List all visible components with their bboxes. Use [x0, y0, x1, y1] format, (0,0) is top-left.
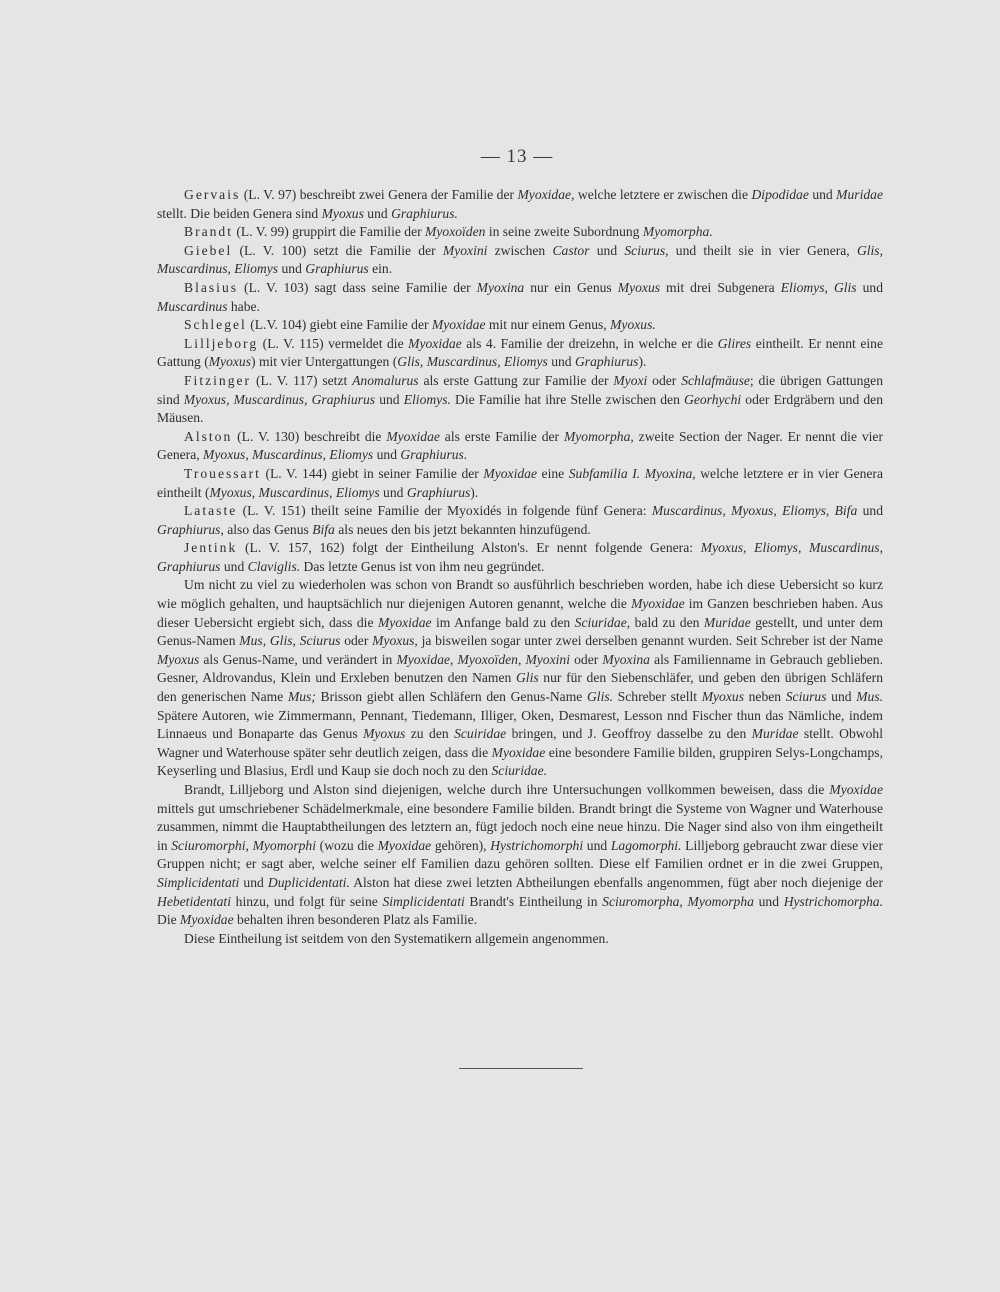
paragraph: [157, 372, 883, 428]
author-name: Lataste: [184, 503, 238, 519]
text-run: Schreber stellt: [613, 689, 702, 705]
italic-text: Mus.: [856, 689, 884, 705]
italic-text: Claviglis.: [247, 558, 301, 574]
text-run: , welche letztere er zwischen die: [571, 187, 752, 202]
italic-text: Myoxus.: [610, 317, 656, 333]
text-run: oder: [570, 651, 603, 667]
text-run: nur für den Siebenschläfer, und geben den übrigen Schläfern den generischen Name: [157, 670, 883, 705]
text-run: stellt. Obwohl Wagner und Waterhouse später sehr deutlich zeigen, dass die: [157, 726, 883, 760]
text-run: als Genus-Name, und verändert in: [199, 651, 397, 667]
text-run: (L. V. 100) setzt die Familie der: [232, 242, 443, 258]
paragraph: [157, 781, 883, 930]
text-run: Die Familie hat ihre Stelle zwischen den: [450, 391, 685, 407]
text-run: , zweite Section der Nager. Er nennt die vier Genera,: [157, 428, 883, 463]
italic-text: Glis: [515, 670, 539, 686]
paragraph: [157, 279, 883, 316]
italic-text: Sciurus: [785, 689, 827, 705]
italic-text: Myoxidae, Myoxoïden, Myoxini: [396, 651, 570, 667]
italic-text: Myoxus, Muscardinus, Graphiurus: [183, 391, 376, 407]
italic-text: Myoxoïden: [425, 224, 486, 240]
italic-text: Simplicidentati: [157, 874, 240, 890]
italic-text: Schlafmäuse: [681, 372, 750, 388]
text-run: neben: [743, 689, 786, 705]
text-run: als erste Familie der: [439, 428, 564, 444]
italic-text: Hebetidentati: [157, 893, 231, 909]
text-run: und: [220, 558, 248, 574]
text-run: (L. V. 97) beschreibt zwei Genera der Familie der: [240, 187, 518, 202]
text-run: (L. V. 103) sagt dass seine Familie der: [238, 279, 477, 295]
text-run: und: [363, 205, 392, 221]
italic-text: Myoxina: [476, 279, 525, 295]
italic-text: Simplicidentati: [382, 893, 465, 909]
italic-text: Muscardinus, Myoxus, Eliomys, Bifa: [651, 503, 858, 519]
text-run: zu den: [405, 726, 455, 742]
italic-text: Myoxini: [442, 242, 488, 258]
text-run: ; die übrigen Gattungen sind: [157, 372, 883, 407]
paragraph: [157, 223, 883, 242]
italic-text: Myoxus: [363, 726, 406, 742]
italic-text: Myoxus: [372, 633, 415, 649]
author-name: Fitzinger: [184, 372, 252, 388]
italic-text: Georhychi: [684, 391, 742, 407]
text-run: behalten ihren besonderen Platz als Familie.: [233, 912, 478, 928]
italic-text: Bifa: [312, 521, 335, 537]
italic-text: Graphiurus.: [400, 447, 468, 463]
text-run: als neues den bis jetzt bekannten hinzufügend.: [334, 521, 591, 537]
paragraph: [157, 242, 883, 279]
italic-text: Myoxus, Muscardinus, Eliomys: [203, 447, 374, 463]
text-run: Brisson giebt allen Schläfern den Genus-Name: [315, 689, 587, 705]
text-run: hinzu, und folgt für seine: [231, 893, 383, 909]
text-run: (L.V. 104) giebt eine Familie der: [246, 317, 432, 333]
italic-text: Castor: [552, 242, 590, 258]
text-run: Spätere Autoren, wie Zimmermann, Pennant, Tiedemann, Illiger, Oken, Desmarest, Lesson nnd Fischer thun das Nämliche, indem Linnaeus und Bonaparte das Genus: [157, 707, 883, 742]
italic-text: Lagomorphi.: [610, 837, 682, 853]
italic-text: Eliomys, Glis: [780, 279, 857, 295]
italic-text: Dipodidae: [751, 187, 809, 202]
paragraph: [157, 186, 883, 223]
paragraph: [157, 930, 883, 949]
text-run: , welche letztere er in vier Genera eintheilt (: [157, 465, 883, 500]
text-run: gestellt, und unter dem Genus-Namen: [157, 614, 883, 649]
paragraph: [157, 316, 883, 335]
text-run: und: [375, 391, 404, 407]
text-run: stellt. Die beiden Genera sind: [157, 205, 322, 221]
paragraph: [157, 465, 883, 502]
italic-text: Eliomys.: [403, 391, 451, 407]
italic-text: Scuiridae: [454, 726, 507, 742]
text-run: mit nur einem Genus,: [485, 317, 611, 333]
italic-text: Myoxus: [701, 689, 744, 705]
italic-text: Myoxidae: [386, 428, 440, 444]
italic-text: Myoxidae: [829, 782, 883, 797]
italic-text: Muridae: [703, 614, 751, 630]
italic-text: Myoxus: [617, 279, 661, 295]
text-run: habe.: [227, 298, 260, 314]
italic-text: Mus, Glis, Sciurus: [239, 633, 341, 649]
italic-text: Duplicidentati.: [267, 874, 350, 890]
text-run: , also das Genus: [220, 521, 313, 537]
italic-text: Hystrichomorpha.: [783, 893, 883, 909]
text-run: mittels gut umschriebener Schädelmerkmale, eine besondere Familie bilden. Brandt bringt die Systeme von Wagner und Waterhouse zusammen, nimmt die Hauptabtheilungen des letztern an, fügt jedoch noch eine neue hinzu. Die Nager sind also von ihm eingetheilt in: [157, 800, 883, 853]
paragraph: [157, 576, 883, 781]
author-name: Giebel: [184, 242, 233, 258]
text-run: ein.: [368, 261, 393, 277]
italic-text: Myoxidae: [631, 596, 685, 612]
text-run: Alston hat diese zwei letzten Abtheilungen ebenfalls angenommen, fügt aber noch diejenige der: [349, 874, 883, 890]
author-name: Brandt: [184, 224, 233, 240]
italic-text: Graphiurus.: [391, 205, 458, 221]
text-run: oder: [647, 372, 682, 388]
italic-text: Myoxidae: [377, 614, 432, 630]
text-run: Die: [157, 912, 181, 928]
italic-text: Sciuromorpha, Myomorpha: [602, 893, 754, 909]
text-run: eintheilt. Er nennt eine Gattung (: [157, 335, 883, 370]
italic-text: Myoxidae: [431, 317, 486, 333]
paragraph: [157, 335, 883, 372]
text-run: Lilljeborg gebraucht zwar diese vier Gruppen nicht; er sagt aber, welche seiner elf Familien dazu gehören sollten. Diese elf Familien ordnet er in die zwei Gruppen,: [157, 837, 883, 872]
text-run: Brandt, Lilljeborg und Alston sind diejenigen, welche durch ihre Untersuchungen vollkommen beweisen, dass die: [184, 782, 830, 797]
italic-text: Glis, Muscardinus, Eliomys: [397, 354, 548, 370]
italic-text: Myoxus, Muscardinus, Eliomys: [209, 484, 380, 500]
text-run: (L. V. 99) gruppirt die Familie der: [233, 224, 426, 240]
italic-text: Myoxidae: [180, 912, 234, 928]
italic-text: Myoxidae: [517, 187, 572, 202]
author-name: Blasius: [184, 279, 239, 295]
page-number: — 13 —: [480, 146, 554, 167]
text-run: , und theilt sie in vier Genera,: [665, 242, 857, 258]
text-run: (L. V. 130) beschreibt die: [232, 428, 387, 444]
end-rule: [459, 1068, 583, 1069]
italic-text: Graphiurus: [574, 354, 639, 370]
body-text: [157, 186, 883, 948]
text-run: (wozu die: [316, 837, 378, 853]
italic-text: Muridae: [751, 726, 799, 742]
italic-text: Myoxus, Eliomys, Muscardinus, Graphiurus: [157, 540, 883, 574]
text-run: (L. V. 117) setzt: [251, 372, 353, 388]
italic-text: Graphiurus: [305, 261, 369, 277]
text-run: als 4. Familie der dreizehn, in welche er die: [461, 335, 718, 351]
paragraph: [157, 428, 883, 465]
italic-text: Mus;: [287, 689, 316, 705]
text-run: und: [808, 187, 837, 202]
italic-text: Myoxidae: [408, 335, 462, 351]
text-run: ).: [638, 354, 647, 370]
text-run: Das letzte Genus ist von ihm neu gegründet.: [300, 558, 545, 574]
italic-text: Myoxina: [602, 651, 650, 667]
author-name: Alston: [184, 428, 233, 444]
paragraph: [157, 539, 883, 576]
text-run: oder: [340, 633, 373, 649]
text-run: und: [278, 261, 306, 277]
text-run: eine besondere Familie bilden, gruppiren Selys-Longchamps, Keyserling und Blasius, Erdl und Kaup sie doch noch zu den: [157, 744, 883, 779]
text-run: gehören),: [431, 837, 491, 853]
italic-text: Myoxus: [157, 651, 200, 667]
text-run: bringen, und J. Geoffroy dasselbe zu den: [506, 726, 752, 742]
italic-text: Myomorpha.: [642, 224, 713, 240]
text-run: zwischen: [487, 242, 553, 258]
italic-text: Sciuridae: [574, 614, 627, 630]
text-run: (L. V. 157, 162) folgt der Eintheilung Alston's. Er nennt folgende Genera:: [237, 540, 701, 556]
italic-text: Sciuromorphi, Myomorphi: [171, 837, 317, 853]
italic-text: Myoxus: [321, 205, 364, 221]
italic-text: Myoxidae: [483, 465, 537, 481]
text-run: ) mit vier Untergattungen (: [251, 354, 398, 370]
italic-text: Myoxidae: [491, 744, 546, 760]
text-run: oder Erdgräbern und den Mäusen.: [157, 391, 883, 426]
text-run: mit drei Subgenera: [660, 279, 781, 295]
italic-text: Sciuridae.: [491, 763, 547, 779]
text-run: im Anfange bald zu den: [431, 614, 575, 630]
italic-text: Myoxi: [613, 372, 648, 388]
text-run: in seine zweite Subordnung: [485, 224, 643, 240]
text-run: Diese Eintheilung ist seitdem von den Systematikern allgemein angenommen.: [184, 930, 609, 946]
italic-text: Glires: [717, 335, 752, 351]
italic-text: Subfamilia I. Myoxina: [568, 465, 693, 481]
paragraph: [157, 502, 883, 539]
text-run: im Ganzen beschrieben haben. Aus dieser Uebersicht ergiebt sich, dass die: [157, 596, 884, 630]
text-run: ).: [470, 484, 479, 500]
text-run: und: [547, 354, 575, 370]
text-run: und: [589, 242, 625, 258]
author-name: Schlegel: [184, 317, 247, 333]
author-name: Lilljeborg: [184, 335, 259, 351]
text-run: (L. V. 151) theilt seine Familie der Myoxidés in folgende fünf Genera:: [237, 503, 652, 519]
text-run: und: [379, 484, 407, 500]
italic-text: Muridae: [836, 187, 883, 202]
text-run: als erste Gattung zur Familie der: [418, 372, 614, 388]
text-run: (L. V. 144) giebt in seiner Familie der: [260, 465, 484, 481]
text-run: und: [857, 503, 883, 519]
text-run: eine: [536, 465, 569, 481]
text-run: Um nicht zu viel zu wiederholen was schon von Brandt so ausführlich beschrieben worden, habe ich diese Uebersicht so kurz wie möglich gehalten, und hauptsächlich nur diejenigen Autoren genannt, welche die: [157, 577, 883, 612]
author-name: Trouessart: [184, 465, 261, 481]
italic-text: Glis, Muscardinus, Eliomys: [157, 242, 883, 277]
italic-text: Anomalurus: [352, 372, 419, 388]
italic-text: Graphiurus: [406, 484, 471, 500]
text-run: und: [826, 689, 857, 705]
italic-text: Glis.: [586, 689, 614, 705]
text-run: (L. V. 115) vermeldet die: [258, 335, 409, 351]
author-name: Jentink: [184, 540, 238, 556]
italic-text: Myoxidae: [377, 837, 432, 853]
italic-text: Graphiurus: [157, 521, 221, 537]
text-run: , bald zu den: [626, 614, 704, 630]
author-name: Gervais: [184, 187, 241, 202]
text-run: und: [373, 447, 401, 463]
italic-text: Myoxus: [208, 354, 252, 370]
text-run: und: [239, 874, 268, 890]
italic-text: Myomorpha: [563, 428, 631, 444]
text-run: , ja bisweilen sogar unter zwei derselben genannt wurden. Seit Schreber ist der Name: [414, 633, 883, 649]
italic-text: Muscardinus: [157, 298, 228, 314]
italic-text: Hystrichomorphi: [490, 837, 584, 853]
text-run: nur ein Genus: [524, 279, 618, 295]
italic-text: Sciurus: [624, 242, 666, 258]
text-run: und: [753, 893, 784, 909]
text-run: Brandt's Eintheilung in: [464, 893, 603, 909]
text-run: als Familienname in Gebrauch geblieben. Gesner, Aldrovandus, Klein und Erxleben benutzen den Namen: [157, 651, 883, 686]
text-run: und: [583, 837, 611, 853]
text-run: und: [856, 279, 884, 295]
